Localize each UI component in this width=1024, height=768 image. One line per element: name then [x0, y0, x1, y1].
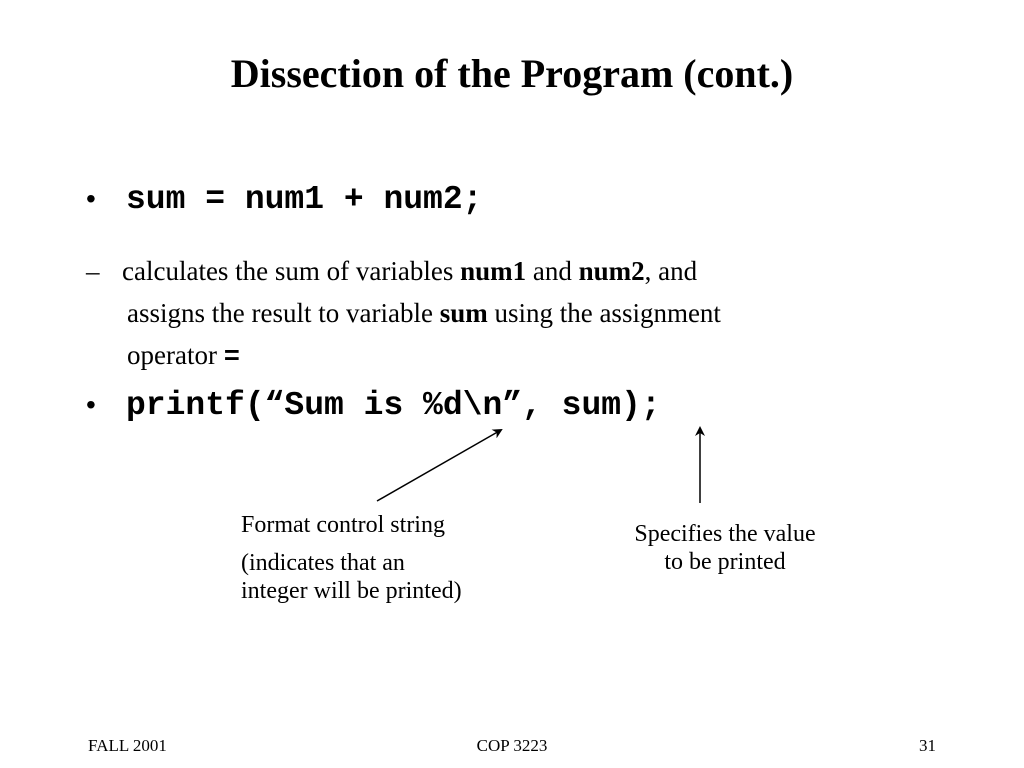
- bullet-marker: •: [86, 183, 96, 214]
- footer-page-number: 31: [919, 736, 936, 755]
- sub-text-5: using the assignment: [487, 298, 721, 328]
- value-annotation-line-1: Specifies the value: [634, 521, 816, 547]
- footer-term: FALL 2001: [88, 736, 167, 755]
- value-annotation-line-2: to be printed: [664, 549, 786, 575]
- assignment-operator: =: [223, 343, 240, 373]
- dash-marker: –: [86, 256, 100, 286]
- format-string-arrow: [377, 430, 501, 501]
- format-annotation-line-2: (indicates that an: [241, 550, 405, 576]
- var-sum: sum: [439, 298, 488, 328]
- value-annotation: [600, 520, 850, 576]
- format-annotation-line-3: integer will be printed): [241, 578, 462, 604]
- slide-title: Dissection of the Program (cont.): [230, 51, 794, 96]
- var-num1: num1: [460, 256, 527, 286]
- bullet-marker: •: [86, 389, 96, 420]
- sub-text-4: assigns the result to variable: [127, 298, 440, 328]
- format-control-annotation: [241, 511, 541, 605]
- sub-text-3: , and: [644, 256, 698, 286]
- code-sum-statement: sum = num1 + num2;: [126, 181, 483, 218]
- code-printf-statement: printf(“Sum is %d\n”, sum);: [126, 387, 661, 424]
- sub-text-6: operator: [127, 340, 224, 370]
- format-annotation-line-1: Format control string: [241, 512, 445, 538]
- sub-text-1: calculates the sum of variables: [122, 256, 461, 286]
- sub-text-2: and: [526, 256, 579, 286]
- footer-course: COP 3223: [476, 736, 548, 755]
- var-num2: num2: [578, 256, 645, 286]
